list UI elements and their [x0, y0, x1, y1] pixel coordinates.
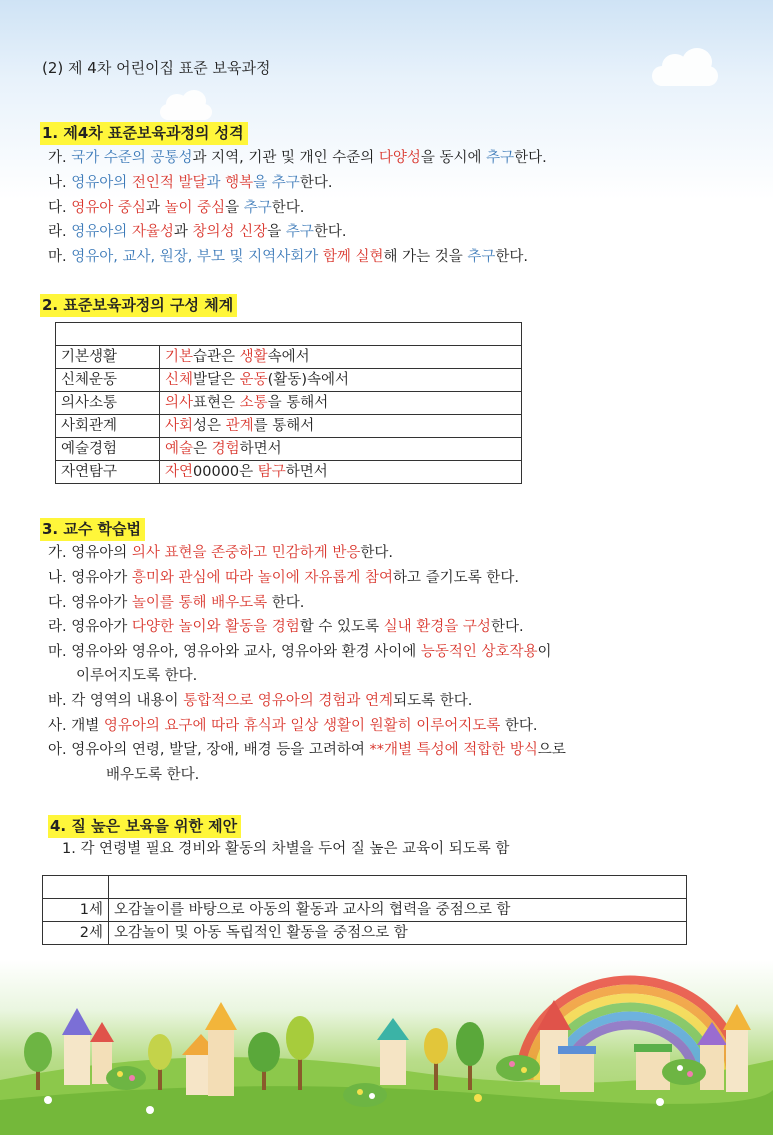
section1-line — [48, 148, 547, 168]
text-segment: 관계 — [225, 418, 254, 434]
text-segment: 한다. — [299, 175, 333, 191]
description-cell — [160, 461, 522, 484]
text-segment: 하면서 — [239, 441, 282, 457]
text-segment: 영유아의 — [71, 175, 132, 191]
item-label: 가. — [48, 545, 72, 561]
table-row — [43, 899, 687, 922]
house-icon — [182, 1002, 237, 1096]
text-segment: 놀이를 통해 배우도록 — [131, 595, 268, 611]
text-segment: 탐구 — [257, 464, 286, 480]
text-segment: 자연 — [165, 464, 194, 480]
section3-line — [48, 543, 393, 563]
text-segment: 생활 — [239, 349, 268, 365]
table-row — [56, 392, 522, 415]
text-segment: 영유아가 — [71, 570, 132, 586]
text-segment: 영유아가 — [71, 595, 132, 611]
section3-line — [106, 765, 199, 785]
proposal-cell: 오감놀이 및 아동 독립적인 활동을 중점으로 함 — [109, 922, 687, 945]
text-segment: **개별 특성에 적합한 방식 — [369, 742, 538, 758]
description-cell — [160, 369, 522, 392]
text-segment: 한다. — [271, 200, 305, 216]
text-segment: 배우도록 한다. — [106, 767, 200, 783]
text-segment: 자율성 — [131, 224, 174, 240]
text-segment: 다양성 — [378, 150, 421, 166]
text-segment: 은 — [193, 441, 212, 457]
section1-heading: 1. 제4차 표준보육과정의 성격 — [40, 122, 248, 145]
house-icon — [377, 1018, 409, 1085]
text-segment: 을 통해서 — [267, 395, 329, 411]
age-proposal-table — [42, 875, 687, 945]
description-cell — [160, 415, 522, 438]
text-segment: 한다. — [514, 150, 547, 166]
text-segment: 영유아의 연령, 발달, 장애, 배경 등을 고려하여 — [71, 742, 370, 758]
text-segment: 영유아의 — [71, 545, 132, 561]
text-segment: 행복 — [225, 175, 254, 191]
text-segment: 하고 즐기도록 한다. — [393, 570, 519, 586]
text-segment: 의사 — [165, 395, 194, 411]
text-segment: 과 — [145, 200, 165, 216]
text-segment: 표현은 — [193, 395, 240, 411]
area-cell: 자연탐구 — [56, 461, 160, 484]
section3-line — [76, 666, 197, 686]
section4-intro: 1. 각 연령별 필요 경비와 활동의 차별을 두어 질 높은 교육이 되도록 함 — [62, 841, 510, 857]
text-segment: 해 가는 것을 — [383, 249, 468, 265]
text-segment: 하면서 — [285, 464, 328, 480]
section3-line — [48, 740, 566, 760]
table-row — [56, 415, 522, 438]
section3-line — [48, 593, 304, 613]
item-label: 라. — [48, 619, 72, 635]
item-label: 아. — [48, 742, 72, 758]
text-segment: 실내 환경을 구성 — [383, 619, 491, 635]
item-label: 마. — [48, 644, 72, 660]
curriculum-structure-table — [55, 322, 522, 484]
text-segment: 영유아가 — [71, 619, 132, 635]
text-segment: 으로 — [537, 742, 566, 758]
table-row — [56, 369, 522, 392]
cloud-decoration — [652, 66, 718, 86]
area-cell: 신체운동 — [56, 369, 160, 392]
text-segment: 습관은 — [193, 349, 240, 365]
text-segment: 과 지역, 기관 및 개인 수준의 — [192, 150, 379, 166]
document-title: (2) 제 4차 어린이집 표준 보육과정 — [42, 59, 271, 77]
text-segment: 추구 — [243, 200, 272, 216]
text-segment: 흥미와 관심에 따라 놀이에 자유롭게 참여 — [131, 570, 394, 586]
table-header-row — [43, 876, 687, 899]
text-segment: 한다. — [360, 545, 394, 561]
text-segment: 되도록 한다. — [393, 693, 473, 709]
text-segment: 각 영역의 내용이 — [71, 693, 184, 709]
area-cell: 의사소통 — [56, 392, 160, 415]
section1-line — [48, 173, 332, 193]
text-segment: 추구 — [285, 224, 314, 240]
description-cell — [160, 438, 522, 461]
area-cell: 사회관계 — [56, 415, 160, 438]
text-segment: 기본 — [165, 349, 194, 365]
section4-heading: 4. 질 높은 보육을 위한 제안 — [48, 815, 241, 838]
age-cell: 1세 — [43, 899, 109, 922]
text-segment: 을 — [225, 200, 244, 216]
text-segment: 한다. — [500, 718, 538, 734]
text-segment: 를 통해서 — [253, 418, 315, 434]
table-row — [56, 438, 522, 461]
text-segment: 추구 — [486, 150, 515, 166]
age-cell: 2세 — [43, 922, 109, 945]
area-cell: 예술경험 — [56, 438, 160, 461]
text-segment: 이 — [537, 644, 552, 660]
text-segment: 한다. — [313, 224, 347, 240]
text-segment: 사회 — [165, 418, 194, 434]
text-segment: 개별 — [71, 718, 104, 734]
text-segment: 영유아와 영유아, 영유아와 교사, 영유아와 환경 사이에 — [71, 644, 421, 660]
text-segment: 영유아, 교사, 원장, 부모 및 지역사회가 — [71, 249, 323, 265]
text-segment: 소통 — [239, 395, 268, 411]
text-segment: 영유아 중심 — [71, 200, 146, 216]
section1-line — [48, 198, 304, 218]
village-landscape-illustration — [0, 960, 773, 1135]
text-segment: 추구 — [467, 249, 496, 265]
text-segment: 과 — [206, 175, 226, 191]
text-segment: 성은 — [193, 418, 226, 434]
text-segment: 00000은 — [193, 464, 258, 480]
text-segment: 다양한 놀이와 활동을 경험 — [131, 619, 300, 635]
table-row — [43, 922, 687, 945]
text-segment: 속에서 — [267, 349, 310, 365]
table-header-row — [56, 323, 522, 346]
section3-line — [48, 617, 524, 637]
text-segment: 을 — [267, 224, 286, 240]
text-segment: 운동 — [239, 372, 268, 388]
description-cell — [160, 346, 522, 369]
table-row — [56, 346, 522, 369]
text-segment: 창의성 신장 — [192, 224, 268, 240]
section3-heading: 3. 교수 학습법 — [40, 518, 145, 541]
text-segment: 을 — [253, 175, 272, 191]
text-segment: 이루어지도록 한다. — [76, 668, 198, 684]
proposal-cell: 오감놀이를 바탕으로 아동의 활동과 교사의 협력을 중점으로 함 — [109, 899, 687, 922]
text-segment: 영유아의 — [71, 224, 132, 240]
text-segment: (활동)속에서 — [267, 372, 350, 388]
item-label: 나. — [48, 175, 72, 191]
item-label: 사. — [48, 718, 72, 734]
section3-line — [48, 642, 552, 662]
text-segment: 통합적으로 영유아의 경험과 연계 — [183, 693, 394, 709]
area-cell: 기본생활 — [56, 346, 160, 369]
description-cell — [160, 392, 522, 415]
item-label: 마. — [48, 249, 72, 265]
item-label: 다. — [48, 595, 72, 611]
section2-heading: 2. 표준보육과정의 구성 체계 — [40, 294, 237, 317]
text-segment: 추구 — [271, 175, 300, 191]
cloud-decoration — [160, 104, 212, 120]
section1-line — [48, 222, 346, 242]
text-segment: 국가 수준의 공통성 — [71, 150, 193, 166]
item-label: 바. — [48, 693, 72, 709]
text-segment: 능동적인 상호작용 — [420, 644, 538, 660]
text-segment: 예술 — [165, 441, 194, 457]
section1-line — [48, 247, 528, 267]
item-label: 라. — [48, 224, 72, 240]
text-segment: 할 수 있도록 — [299, 619, 384, 635]
table-row — [56, 461, 522, 484]
text-segment: 한다. — [490, 619, 524, 635]
section3-line — [48, 568, 519, 588]
text-segment: 함께 실현 — [322, 249, 384, 265]
text-segment: 한다. — [267, 595, 305, 611]
text-segment: 과 — [173, 224, 193, 240]
text-segment: 전인적 발달 — [131, 175, 207, 191]
section3-line — [48, 716, 538, 736]
text-segment: 한다. — [495, 249, 528, 265]
text-segment: 을 동시에 — [420, 150, 487, 166]
item-label: 다. — [48, 200, 72, 216]
item-label: 가. — [48, 150, 72, 166]
item-label: 나. — [48, 570, 72, 586]
text-segment: 영유아의 요구에 따라 휴식과 일상 생활이 원활히 이루어지도록 — [103, 718, 501, 734]
text-segment: 발달은 — [193, 372, 240, 388]
text-segment: 놀이 중심 — [164, 200, 226, 216]
section3-line — [48, 691, 472, 711]
text-segment: 신체 — [165, 372, 194, 388]
text-segment: 의사 표현을 존중하고 민감하게 반응 — [131, 545, 361, 561]
text-segment: 경험 — [211, 441, 240, 457]
house-icon — [62, 1008, 114, 1085]
